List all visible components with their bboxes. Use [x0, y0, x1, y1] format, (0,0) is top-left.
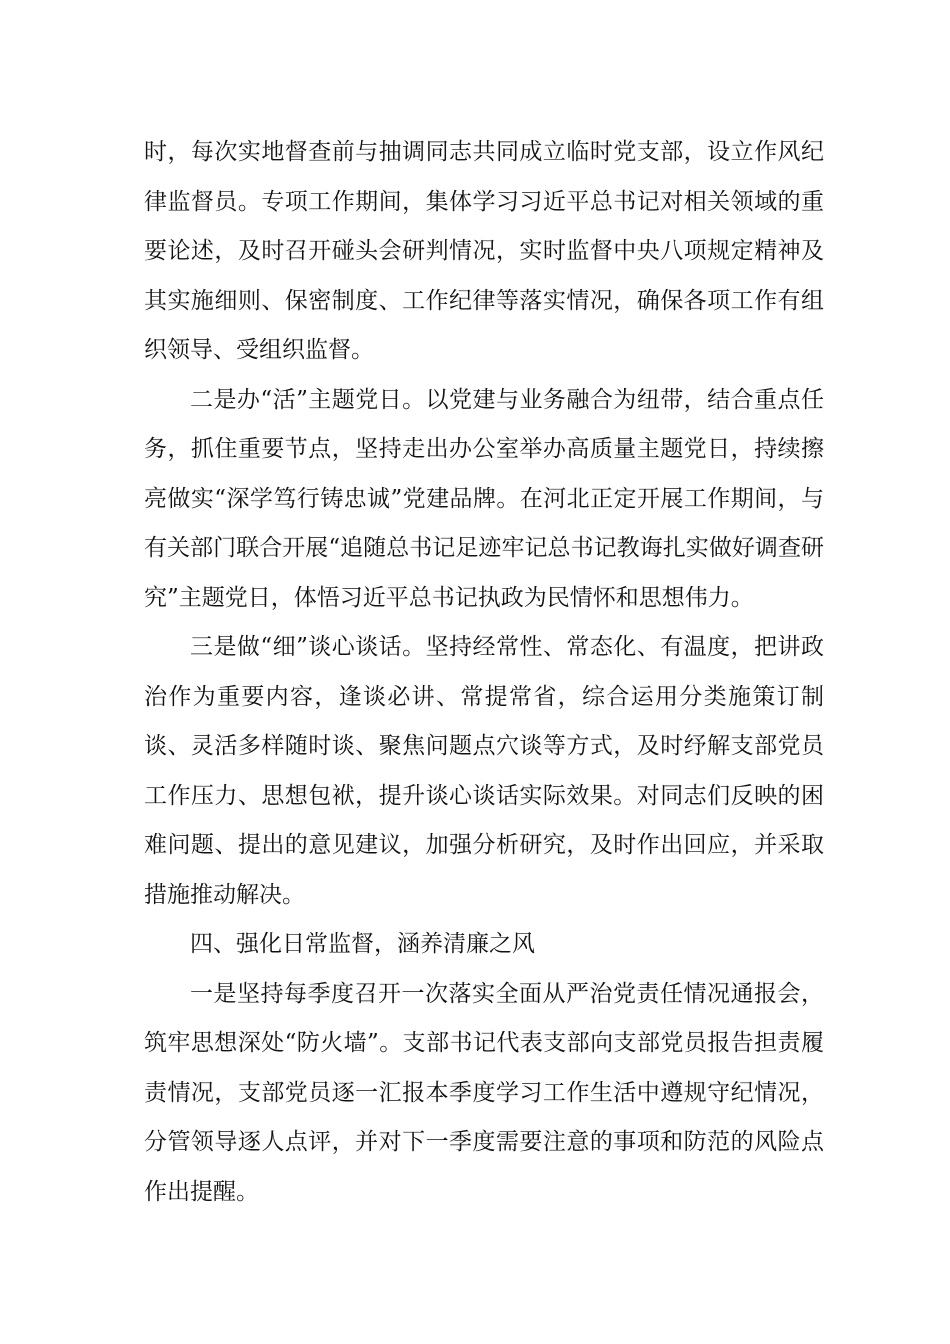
section-heading-daily-supervision: 四、强化日常监督，涵养清廉之风 — [190, 931, 535, 957]
paragraph-quarterly-report-meeting: 一是坚持每季度召开一次落实全面从严治党责任情况通报会，筑牢思想深处“防火墙”。支部书记代表支部向支部党员报告担责履责情况，支部党员逐一汇报本季度学习工作生活中遵规守纪情况，分管领导逐人点评，并对下一季度需要注意的事项和防范的风险点作出提醒。 — [144, 980, 824, 1205]
paragraph-heart-to-heart-talks: 三是做“细”谈心谈话。坚持经常性、常态化、有温度，把讲政治作为重要内容，逢谈必讲、常提常省，综合运用分类施策订制谈、灵活多样随时谈、聚焦问题点穴谈等方式，及时纾解支部党员工作压力、思想包袱，提升谈心谈话实际效果。对同志们反映的困难问题、提出的意见建议，加强分析研究，及时作出回应，并采取措施推动解决。 — [144, 634, 824, 908]
document-body — [144, 128, 824, 1217]
paragraph-continuation: 时，每次实地督查前与抽调同志共同成立临时党支部，设立作风纪律监督员。专项工作期间，集体学习习近平总书记对相关领域的重要论述，及时召开碰头会研判情况，实时监督中央八项规定精神及其实施细则、保密制度、工作纪律等落实情况，确保各项工作有组织领导、受组织监督。 — [144, 139, 824, 363]
paragraph-theme-party-day: 二是办“活”主题党日。以党建与业务融合为纽带，结合重点任务，抓住重要节点，坚持走出办公室举办高质量主题党日，持续擦亮做实“深学笃行铸忠诚”党建品牌。在河北正定开展工作期间，与有关部门联合开展“追随总书记足迹牢记总书记教诲扎实做好调查研究”主题党日，体悟习近平总书记执政为民情怀和思想伟力。 — [144, 386, 824, 611]
